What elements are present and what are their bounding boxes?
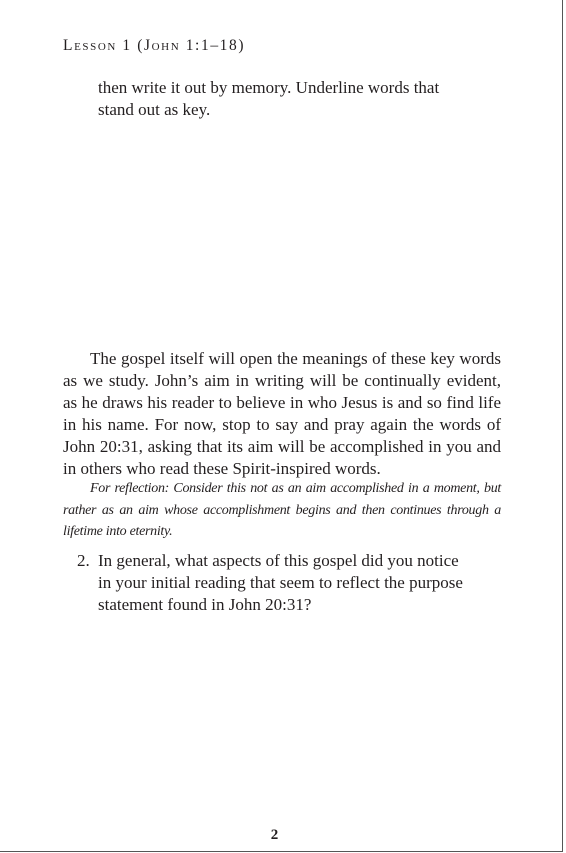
running-head: Lesson 1 (John 1:1–18) [63, 37, 246, 54]
question-line: statement found in John 20:31? [98, 595, 312, 614]
question-line: in your initial reading that seem to reflect the purpose [98, 573, 463, 592]
body-paragraph: The gospel itself will open the meanings of these key words as we study. John’s aim in writing will be continually evident, as he draws his reader to believe in who Jesus is and so find life in his name. For now, stop to say and pray again the words of John 20:31, asking that its aim will be accomplished in you and in others who read these Spirit-inspired words. [63, 349, 501, 478]
intro-line: then write it out by memory. Underline words that [98, 78, 440, 97]
intro-line: stand out as key. [98, 100, 211, 119]
reflection-note: For reflection: Consider this not as an aim accomplished in a moment, but rather as an aim whose accomplishment begins and then continues through a lifetime into eternity. [63, 481, 501, 539]
intro-text [98, 77, 488, 121]
question-line: In general, what aspects of this gospel did you notice [98, 551, 459, 570]
page-number: 2 [270, 827, 279, 843]
question-number: 2. [77, 551, 90, 570]
question-text [98, 550, 498, 616]
